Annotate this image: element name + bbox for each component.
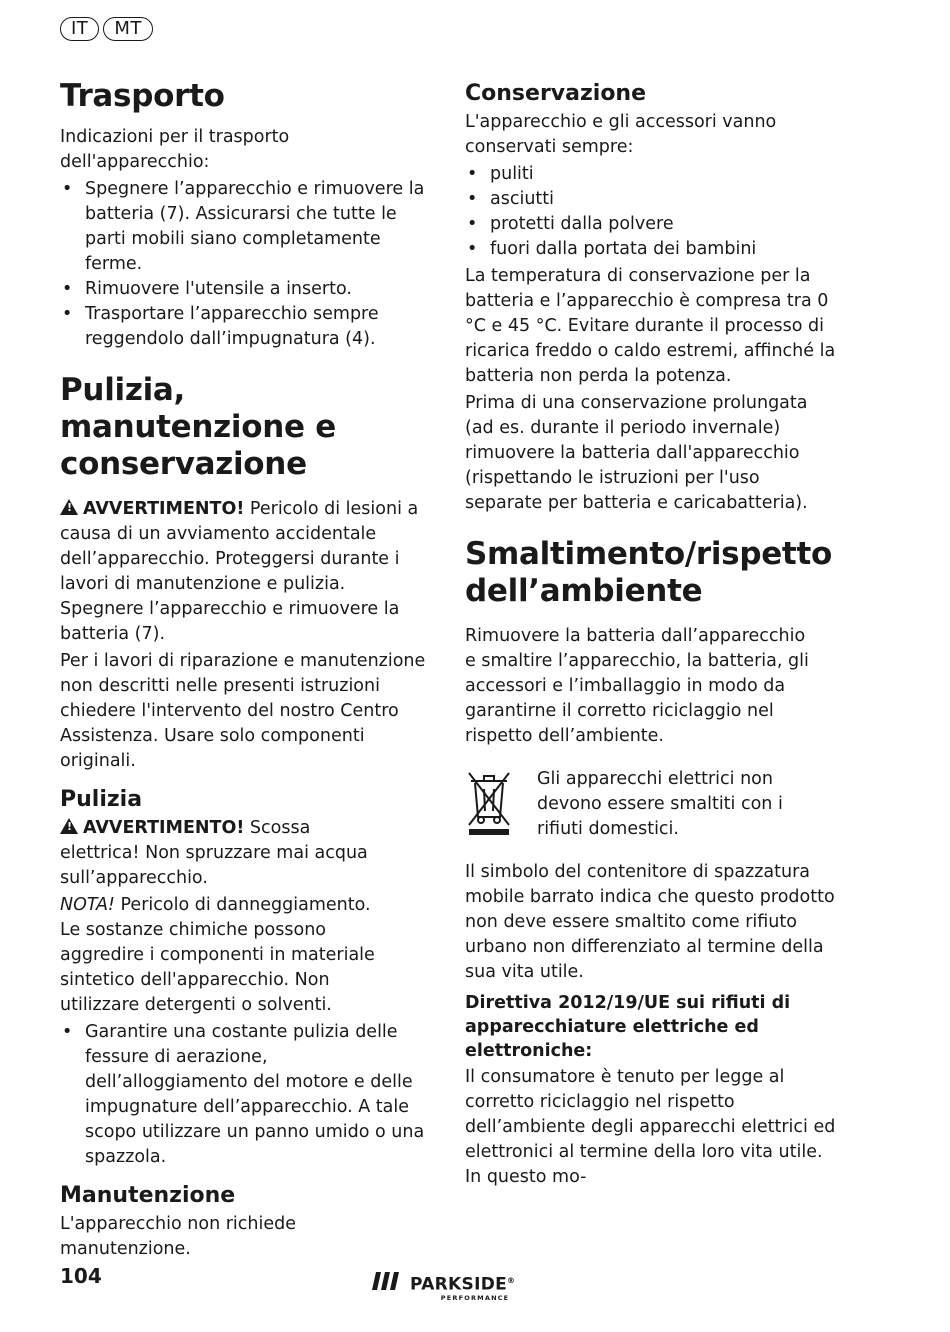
directive-title: Direttiva 2012/19/UE sui rifiuti di apparecchiature elettriche ed elettroniche: (465, 993, 791, 1061)
brand-logo (372, 1272, 515, 1303)
cleaning-title: Pulizia (60, 787, 143, 812)
storage-title: Conservazione (465, 81, 647, 106)
brand-mark: ® (507, 1276, 516, 1285)
warning-icon (60, 818, 78, 834)
note-text: Pericolo di danneggiamento. Le sostanze chimiche possono aggredire i componenti in materiale sintetico dell'apparecchio. Non utilizzare detergenti o solventi. (60, 895, 375, 1015)
disposal-intro: Rimuovere la batteria dall’apparecchio e smaltire l’apparecchio, la batteria, gli accessori e l’imballaggio in modo da garantirne il corretto riciclaggio nel rispetto dell’ambiente. (465, 626, 809, 746)
note-label: NOTA! (60, 895, 115, 915)
warning-icon (60, 499, 78, 515)
language-badges (60, 17, 153, 41)
page-number: 104 (60, 1264, 102, 1288)
directive-text: Il consumatore è tenuto per legge al corretto riciclaggio nel rispetto dell’ambiente degli apparecchi elettrici ed elettronici al termine della loro vita utile. In questo mo- (465, 1067, 836, 1187)
storage-list (465, 162, 837, 262)
maintenance-text: L'apparecchio non richiede manutenzione. (60, 1214, 296, 1259)
list-item: • Garantire una costante pulizia delle fessure di aerazione, dell’alloggiamento del motore e delle impugnature dell’apparecchio. A tale scopo utilizzare un panno umido o una spazzola. (60, 1020, 432, 1170)
transport-list (60, 177, 432, 352)
storage-intro: L'apparecchio e gli accessori vanno conservati sempre: (465, 112, 777, 157)
left-column (60, 78, 432, 1264)
cleaning-section-warning (60, 497, 432, 647)
weee-notice (465, 767, 837, 842)
weee-text: Gli apparecchi elettrici non devono essere smaltiti con i rifiuti domestici. (537, 769, 783, 839)
warning-label: AVVERTIMENTO! (83, 499, 245, 519)
list-item: • Trasportare l’apparecchio sempre reggendolo dall’impugnatura (4). (60, 302, 432, 352)
transport-title: Trasporto (60, 78, 225, 114)
list-item: • Rimuovere l'utensile a inserto. (60, 277, 432, 302)
list-item: • Spegnere l’apparecchio e rimuovere la batteria (7). Assicurarsi che tutte le parti mobili siano completamente ferme. (60, 177, 432, 277)
symbol-explanation: Il simbolo del contenitore di spazzatura mobile barrato indica che questo prodotto non deve essere smaltito come rifiuto urbano non differenziato al termine della sua vita utile. (465, 862, 835, 982)
right-column (465, 80, 837, 1192)
lang-badge-mt: MT (103, 17, 153, 41)
storage-temperature: La temperatura di conservazione per la batteria e l’apparecchio è compresa tra 0 °C e 45 °C. Evitare durante il processo di ricarica freddo o caldo estremi, affinché la batteria non perda la potenza. (465, 266, 836, 386)
list-item: • asciutti (465, 187, 837, 212)
list-item: • puliti (465, 162, 837, 187)
repair-text: Per i lavori di riparazione e manutenzione non descritti nelle presenti istruzioni chiedere l'intervento del nostro Centro Assistenza. Usare solo componenti originali. (60, 651, 426, 771)
transport-intro: Indicazioni per il trasporto dell'apparecchio: (60, 127, 290, 172)
warning-label: AVVERTIMENTO! (83, 818, 245, 838)
list-item: • fuori dalla portata dei bambini (465, 237, 837, 262)
list-item: • protetti dalla polvere (465, 212, 837, 237)
cleaning-note (60, 893, 395, 1018)
storage-long-term: Prima di una conservazione prolungata (ad es. durante il periodo invernale) rimuovere la batteria dall'apparecchio (rispettando le istruzioni per l'uso separate per batteria e caricabatteria). (465, 393, 808, 513)
crossed-bin-icon (465, 767, 517, 842)
brand-name: PARKSIDE (410, 1274, 508, 1295)
warning-text: Pericolo di lesioni a causa di un avviamento accidentale dell’apparecchio. Proteggersi durante i lavori di manutenzione e pulizia. Spegnere l’apparecchio e rimuovere la batteria (7). (60, 499, 419, 644)
maintenance-title: Manutenzione (60, 1183, 236, 1208)
warning-text: Scossa elettrica! Non spruzzare mai acqua sull’apparecchio. (60, 818, 368, 888)
cleaning-warning (60, 816, 380, 891)
disposal-title: Smaltimento/rispetto dell’ambiente (465, 536, 832, 609)
cleaning-section-title: Pulizia, manutenzione e conservazione (60, 372, 336, 482)
brand-stripes-icon (372, 1272, 402, 1290)
brand-subtitle: PERFORMANCE (440, 1293, 510, 1302)
lang-badge-it: IT (60, 17, 99, 41)
cleaning-list (60, 1020, 432, 1170)
